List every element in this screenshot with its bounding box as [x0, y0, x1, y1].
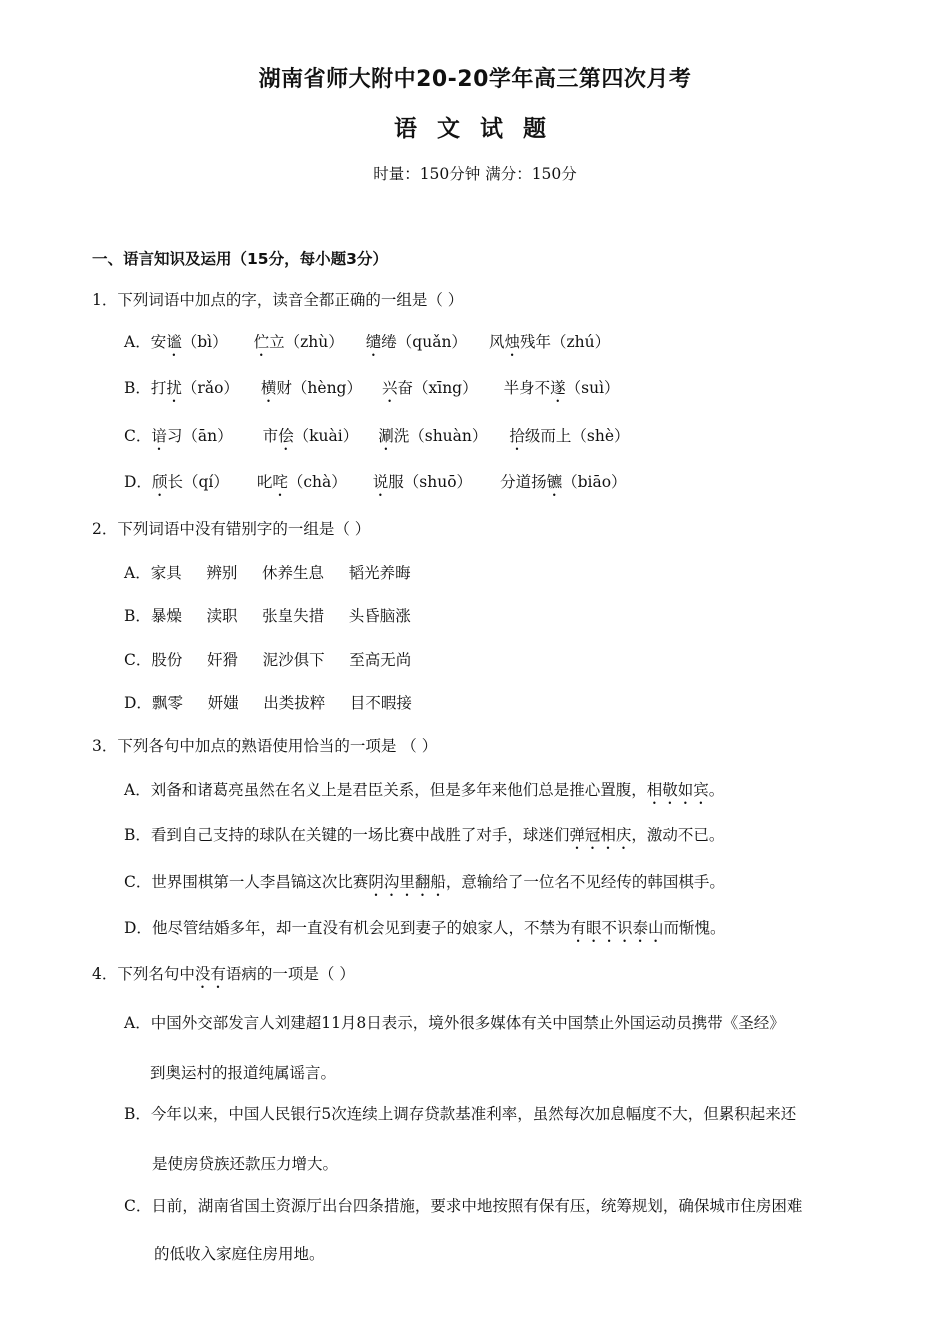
dotted-char: 侩: [278, 427, 294, 445]
question-4-option-a: [124, 1011, 785, 1033]
option-label: B．: [124, 379, 151, 397]
dotted-char: 横: [260, 379, 277, 397]
option-label: C．: [124, 427, 152, 445]
option-label: C．: [124, 1197, 152, 1215]
sentence: 看到自己支持的球队在关键的一场比赛中战胜了对手，球迷们: [150, 826, 570, 844]
sentence: 他尽管结婚多年，却一直没有机会见到妻子的娘家人，不禁为: [151, 919, 571, 937]
question-1-option-c: [124, 424, 630, 454]
dotted-word: 没有: [194, 965, 226, 983]
dotted-char: 缱: [365, 333, 382, 351]
question-2-option-a: [124, 561, 411, 583]
question-1-stem: 1．下列词语中加点的字，读音全都正确的一组是（ ）: [92, 291, 464, 309]
word: 半身不: [503, 379, 551, 397]
sentence: ，意输给了一位名不见经传的韩国棋手。: [445, 873, 725, 891]
dotted-char: 拾: [509, 427, 525, 445]
question-4-stem: [92, 962, 355, 992]
dotted-char: 烛: [504, 333, 520, 351]
sentence: 刘备和诸葛亮虽然在名义上是君臣关系，但是多年来他们总是推心置腹，: [150, 781, 647, 799]
dotted-char: 兴: [381, 379, 398, 397]
word: 叱: [256, 473, 273, 491]
word: （kuài）: [293, 427, 359, 445]
dotted-char: 涮: [378, 427, 394, 445]
word: （rǎo）: [181, 379, 239, 397]
stem-text: 4．下列名句中: [92, 965, 195, 983]
word: 长（qí）: [167, 473, 229, 491]
dotted-char: 遂: [550, 379, 566, 397]
sentence: 而惭愧。: [663, 919, 726, 937]
question-3-option-c: [124, 870, 725, 900]
word: 残年（zhú）: [519, 333, 611, 351]
question-3-option-a: [124, 778, 724, 808]
exam-meta: 时量：150分钟 满分：150分: [373, 165, 577, 183]
option-label: C．: [124, 873, 152, 891]
dotted-char: 谙: [151, 427, 167, 445]
word: 洗（shuàn）: [393, 427, 488, 445]
sentence: ，激动不已。: [631, 826, 725, 844]
word: 习（ān）: [166, 427, 233, 445]
word: 安: [150, 333, 167, 351]
question-2-option-b: [124, 604, 411, 626]
option-label: A．: [124, 333, 151, 351]
word: 级而上（shè）: [524, 427, 630, 445]
option-label: B．: [124, 826, 151, 844]
option-label: A．: [124, 1014, 151, 1032]
option-line-1: 中国外交部发言人刘建超11月8日表示，境外很多媒体有关中国禁止外国运动员携带《圣经》: [150, 1014, 785, 1032]
option-text: 飘零 妍媸 出类拔粹 目不暇接: [151, 694, 412, 712]
dotted-char: 谧: [166, 333, 182, 351]
option-text: 家具 辨别 休养生息 韬光养晦: [150, 564, 411, 582]
option-line-1: 日前，湖南省国土资源厅出台四条措施，要求中地按照有保有压，统筹规划，确保城市住房困难: [151, 1197, 803, 1215]
question-2-option-d: [124, 691, 412, 713]
option-label: D．: [124, 473, 152, 491]
page-title: 湖南省师大附中20-20学年高三第四次月考: [258, 67, 692, 92]
dotted-idiom: 有眼不识泰山: [570, 919, 664, 937]
word: 服（shuō）: [388, 473, 473, 491]
question-1-option-b: [124, 376, 620, 406]
sentence: 。: [708, 781, 725, 799]
word: 绻（quǎn）: [381, 333, 467, 351]
option-label: D．: [124, 919, 152, 937]
word: （chà）: [287, 473, 347, 491]
word: 市: [262, 427, 279, 445]
dotted-char: 咤: [272, 473, 288, 491]
question-4-option-c: [124, 1194, 802, 1216]
option-label: C．: [124, 651, 152, 669]
word: （bì）: [181, 333, 228, 351]
option-label: B．: [124, 1105, 151, 1123]
subject-title: 语文试题: [394, 116, 566, 142]
dotted-char: 镳: [546, 473, 563, 491]
question-3-option-d: [124, 916, 725, 946]
question-4-option-a-continued: 到奥运村的报道纯属谣言。: [150, 1064, 337, 1082]
word: 立（zhù）: [269, 333, 344, 351]
question-2-option-c: [124, 648, 411, 670]
question-3-option-b: [124, 823, 724, 853]
option-label: D．: [124, 694, 152, 712]
word: （biāo）: [562, 473, 627, 491]
dotted-idiom: 阴沟里翻船: [368, 873, 446, 891]
dotted-char: 伫: [253, 333, 270, 351]
question-4-option-b: [124, 1102, 796, 1124]
stem-text: 语病的一项是（ ）: [225, 965, 355, 983]
option-line-1: 今年以来，中国人民银行5次连续上调存贷款基准利率，虽然每次加息幅度不大，但累积起来还: [150, 1105, 797, 1123]
question-4-option-c-continued: 的低收入家庭住房用地。: [154, 1245, 325, 1263]
option-text: 股份 奸猾 泥沙俱下 至高无尚: [151, 651, 412, 669]
option-label: A．: [124, 781, 151, 799]
word: 风: [488, 333, 505, 351]
dotted-idiom: 相敬如宾: [646, 781, 709, 799]
dotted-char: 扰: [166, 379, 182, 397]
dotted-char: 说: [372, 473, 389, 491]
sentence: 世界围棋第一人李昌镐这次比赛: [151, 873, 369, 891]
question-1-option-a: [124, 330, 610, 360]
question-3-stem: 3．下列各句中加点的熟语使用恰当的一项是 （ ）: [92, 737, 438, 755]
option-label: B．: [124, 607, 151, 625]
option-text: 暴燥 渎职 张皇失措 头昏脑涨: [150, 607, 411, 625]
word: 财（hèng）: [276, 379, 362, 397]
dotted-char: 颀: [151, 473, 168, 491]
word: 分道扬: [500, 473, 547, 491]
section-heading: 一、语言知识及运用（15分，每小题3分）: [92, 250, 388, 268]
dotted-idiom: 弹冠相庆: [569, 826, 632, 844]
question-2-stem: 2．下列词语中没有错别字的一组是（ ）: [92, 520, 371, 538]
word: （suì）: [565, 379, 620, 397]
option-label: A．: [124, 564, 151, 582]
word: 奋（xīng）: [397, 379, 478, 397]
word: 打: [150, 379, 167, 397]
question-1-option-d: [124, 470, 627, 500]
question-4-option-b-continued: 是使房贷族还款压力增大。: [152, 1155, 339, 1173]
